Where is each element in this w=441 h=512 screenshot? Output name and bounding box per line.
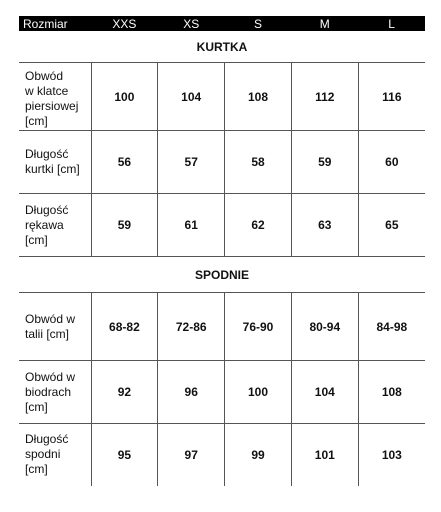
value-cell: 80-94 (291, 293, 358, 361)
value-cell: 104 (291, 361, 358, 424)
value-cell: 59 (91, 194, 158, 257)
table-row (19, 194, 425, 257)
value-cell: 56 (91, 131, 158, 194)
value-cell: 101 (291, 424, 358, 486)
table-row (19, 63, 425, 131)
header-row (19, 16, 425, 31)
section-title: KURTKA (196, 39, 248, 54)
value-cell: 108 (225, 63, 292, 131)
section-row-jacket (19, 31, 425, 63)
value-cell: 76-90 (225, 293, 292, 361)
table-row (19, 424, 425, 486)
table-row (19, 131, 425, 194)
value-cell: 84-98 (358, 293, 425, 361)
value-cell: 60 (358, 131, 425, 194)
value-cell: 61 (158, 194, 225, 257)
value-cell: 99 (225, 424, 292, 486)
value-cell: 97 (158, 424, 225, 486)
value-cell: 62 (225, 194, 292, 257)
section-title: SPODNIE (194, 267, 249, 282)
header-cell-s: S (225, 16, 292, 31)
value-cell: 116 (358, 63, 425, 131)
table-row (19, 361, 425, 424)
value-cell: 57 (158, 131, 225, 194)
row-label: Obwód w biodrach [cm] (19, 361, 91, 424)
row-label: Obwód w talii [cm] (19, 293, 91, 361)
value-cell: 103 (381, 447, 402, 462)
value-cell: 63 (291, 194, 358, 257)
value-cell: 58 (225, 131, 292, 194)
value-cell: 92 (91, 361, 158, 424)
header-cell-l: L (358, 16, 425, 31)
value-cell: 100 (225, 361, 292, 424)
table-row (19, 293, 425, 361)
value-cell: 68-82 (91, 293, 158, 361)
header-cell-size: Rozmiar (19, 16, 91, 31)
value-cell: 96 (158, 361, 225, 424)
value-cell: 100 (91, 63, 158, 131)
value-cell: 95 (91, 424, 158, 486)
header-cell-m: M (291, 16, 358, 31)
value-cell: 104 (158, 63, 225, 131)
row-label: Obwód w klatce piersiowej [cm] (19, 63, 91, 131)
row-label: Długość kurtki [cm] (19, 131, 91, 194)
section-row-trousers (19, 257, 425, 293)
header-cell-xxs: XXS (91, 16, 158, 31)
value-cell: 108 (358, 361, 425, 424)
header-cell-xs: XS (158, 16, 225, 31)
row-label: Długość spodni [cm] (19, 424, 91, 486)
size-chart (19, 16, 425, 486)
value-cell: 112 (291, 63, 358, 131)
size-table (19, 16, 425, 486)
row-label: Długość rękawa [cm] (19, 194, 91, 257)
value-cell: 59 (291, 131, 358, 194)
value-cell: 65 (358, 194, 425, 257)
value-cell: 72-86 (158, 293, 225, 361)
